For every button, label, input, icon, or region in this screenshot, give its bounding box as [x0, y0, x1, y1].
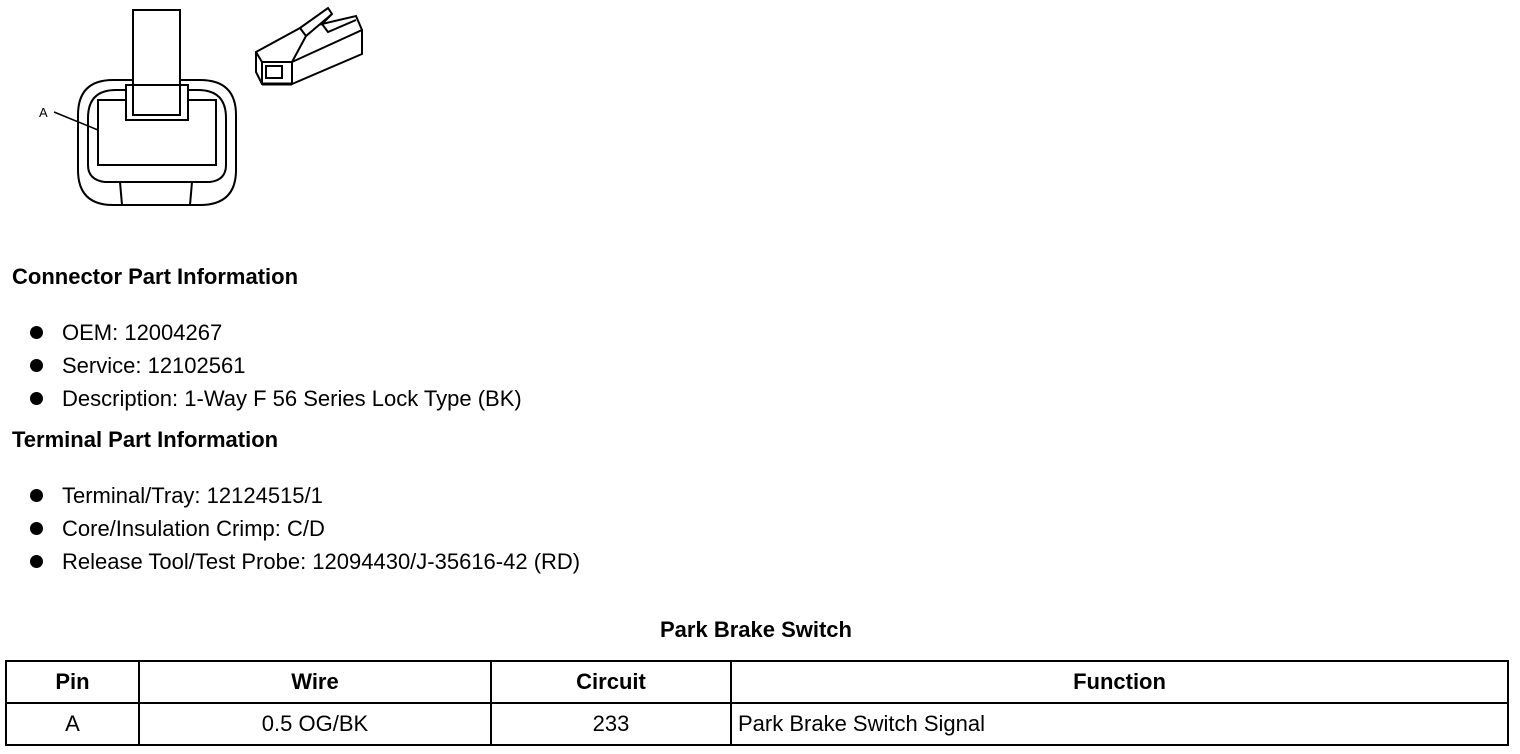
- terminal-section-title: Terminal Part Information: [12, 427, 279, 452]
- bullet-icon: [30, 555, 43, 568]
- list-item: [28, 479, 580, 512]
- column-header-circuit: Circuit: [491, 661, 731, 703]
- list-item-text: Core/Insulation Crimp: C/D: [62, 516, 325, 541]
- list-item: [28, 316, 522, 349]
- bullet-icon: [30, 522, 43, 535]
- bullet-icon: [30, 359, 43, 372]
- connector-info-list: [28, 316, 522, 415]
- list-item: [28, 545, 580, 578]
- list-item-text: Description: 1-Way F 56 Series Lock Type (BK): [62, 386, 522, 411]
- cell-wire: 0.5 OG/BK: [139, 703, 491, 745]
- bullet-icon: [30, 326, 43, 339]
- connector-section-title: Connector Part Information: [12, 264, 299, 289]
- pin-table: [5, 660, 1509, 746]
- list-item: [28, 349, 522, 382]
- terminal-info-list: [28, 479, 580, 578]
- table-row: [6, 703, 1508, 745]
- table-title: Park Brake Switch: [660, 617, 852, 642]
- column-header-pin: Pin: [6, 661, 139, 703]
- column-header-function: Function: [731, 661, 1508, 703]
- callout-label: A: [39, 105, 48, 120]
- list-item: [28, 512, 580, 545]
- table-header-row: [6, 661, 1508, 703]
- list-item-text: Service: 12102561: [62, 353, 246, 378]
- cell-circuit: 233: [491, 703, 731, 745]
- cell-pin: A: [6, 703, 139, 745]
- cell-function: Park Brake Switch Signal: [731, 703, 1508, 745]
- list-item: [28, 382, 522, 415]
- bullet-icon: [30, 392, 43, 405]
- column-header-wire: Wire: [139, 661, 491, 703]
- list-item-text: OEM: 12004267: [62, 320, 223, 345]
- bullet-icon: [30, 489, 43, 502]
- connector-illustration: [0, 0, 420, 230]
- list-item-text: Release Tool/Test Probe: 12094430/J-35616-42 (RD): [62, 549, 581, 574]
- list-item-text: Terminal/Tray: 12124515/1: [62, 483, 323, 508]
